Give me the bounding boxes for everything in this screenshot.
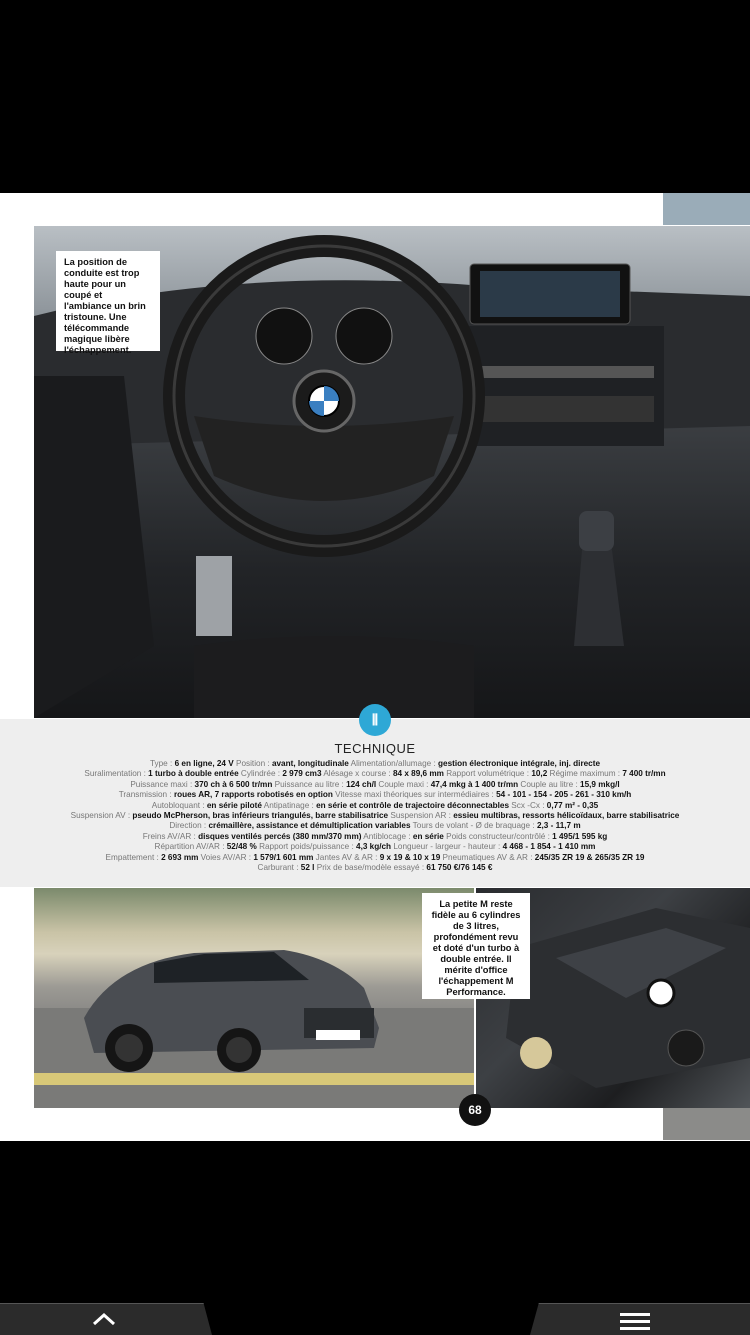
spec-value: crémaillère, assistance et démultiplication variables xyxy=(208,821,411,831)
technique-icon: ⫼ xyxy=(359,704,391,736)
spec-value: en série et contrôle de trajectoire déconnectables xyxy=(316,800,510,810)
spec-label: Vitesse maxi théoriques sur intermédiaires : xyxy=(332,790,497,800)
spec-value: 124 ch/l xyxy=(346,779,377,789)
car-photo xyxy=(34,888,474,1108)
spec-label: Voies AV/AR : xyxy=(198,852,254,862)
spec-value: 4,3 kg/ch xyxy=(356,842,392,852)
spec-line xyxy=(20,759,730,769)
spec-value: 2 979 cm3 xyxy=(282,769,322,779)
technique-title: TECHNIQUE xyxy=(334,741,416,756)
spec-label: Direction : xyxy=(169,821,209,831)
spec-value: 52 l xyxy=(300,863,315,873)
spec-label: Rapport poids/puissance : xyxy=(256,842,357,852)
spec-value: avant, longitudinale xyxy=(271,759,349,768)
spec-value: 52/48 % xyxy=(226,842,257,852)
magazine-page xyxy=(0,193,750,1141)
spec-line xyxy=(20,769,730,779)
spec-value: 47,4 mkg à 1 400 tr/mn xyxy=(430,779,519,789)
spec-value: 10,2 xyxy=(531,769,548,779)
spec-value: 84 x 89,6 mm xyxy=(392,769,444,779)
spec-value: 54 - 101 - 154 - 205 - 261 - 310 km/h xyxy=(496,790,632,800)
spec-label: Puissance maxi : xyxy=(130,779,195,789)
spec-label: Régime maximum : xyxy=(547,769,623,779)
spec-line xyxy=(20,790,730,800)
spec-value: en série piloté xyxy=(206,800,262,810)
car-illustration xyxy=(34,888,474,1108)
spec-label: Rapport volumétrique : xyxy=(443,769,532,779)
spec-value: 1 turbo à double entrée xyxy=(148,769,239,779)
page-number: 68 xyxy=(459,1094,491,1126)
corner-block xyxy=(663,1108,750,1140)
spec-value: 370 ch à 6 500 tr/mn xyxy=(194,779,273,789)
spec-value: pseudo McPherson, bras inférieurs triangulés, barre stabilisatrice xyxy=(132,811,389,821)
spec-line xyxy=(20,842,730,852)
spec-value: 2,3 - 11,7 m xyxy=(536,821,581,831)
spec-value: 2 693 mm xyxy=(161,852,199,862)
spec-label: Suspension AR : xyxy=(388,811,454,821)
spec-label: Suspension AV : xyxy=(70,811,133,821)
engine-caption: La petite M reste fidèle au 6 cylindres de 3 litres, profondément revu et doté d'un turbo à double entrée. Il mérite d'office l'échappement M Performance. xyxy=(422,893,530,999)
spec-label: Position : xyxy=(233,759,272,768)
spec-label: Antiblocage : xyxy=(361,831,413,841)
spec-line xyxy=(20,863,730,873)
hamburger-menu-icon xyxy=(620,1312,650,1330)
spec-value: essieu multibras, ressorts hélicoïdaux, barre stabilisatrice xyxy=(453,811,680,821)
spec-label: Pneumatiques AV & AR : xyxy=(440,852,535,862)
spec-label: Répartition AV/AR : xyxy=(154,842,227,852)
spec-label: Suralimentation : xyxy=(84,769,149,779)
spec-value: 61 750 €/76 145 € xyxy=(426,863,493,873)
spec-value: en série xyxy=(412,831,444,841)
spec-line xyxy=(20,832,730,842)
spec-label: Couple au litre : xyxy=(518,779,581,789)
spec-label: Empattement : xyxy=(105,852,162,862)
spec-label: Carburant : xyxy=(257,863,301,873)
spec-label: Antipatinage : xyxy=(261,800,317,810)
spec-value: 245/35 ZR 19 & 265/35 ZR 19 xyxy=(534,852,645,862)
spec-value: disques ventilés percés (380 mm/370 mm) xyxy=(198,831,362,841)
spec-line xyxy=(20,801,730,811)
spec-label: Alimentation/allumage : xyxy=(348,759,439,768)
interior-caption: La position de conduite est trop haute pour un coupé et l'ambiance un brin tristoune. Une télécommande magique libère l'échappement. xyxy=(56,251,160,351)
spec-value: 15,9 mkg/l xyxy=(580,779,620,789)
spec-label: Poids constructeur/contrôlé : xyxy=(443,831,553,841)
spec-value: 0,77 m² - 0,35 xyxy=(546,800,599,810)
section-tab xyxy=(663,193,750,225)
spec-label: Autobloquant : xyxy=(151,800,207,810)
technique-specs xyxy=(20,759,730,873)
spec-value: gestion électronique intégrale, inj. directe xyxy=(438,759,601,768)
spec-line xyxy=(20,811,730,821)
spec-label: Tours de volant - Ø de braquage : xyxy=(410,821,537,831)
spec-value: roues AR, 7 rapports robotisés en option xyxy=(173,790,333,800)
spec-value: 1 579/1 601 mm xyxy=(253,852,314,862)
spec-line xyxy=(20,853,730,863)
spec-label: Couple maxi : xyxy=(376,779,431,789)
spec-value: 7 400 tr/mn xyxy=(622,769,666,779)
spec-line xyxy=(20,821,730,831)
spec-label: Longueur - largeur - hauteur : xyxy=(391,842,503,852)
spec-label: Freins AV/AR : xyxy=(142,831,199,841)
spec-label: Type : xyxy=(149,759,175,768)
spec-label: Jantes AV & AR : xyxy=(313,852,380,862)
spec-label: Puissance au litre : xyxy=(272,779,347,789)
chevron-up-icon xyxy=(92,1312,116,1326)
spec-label: Cylindrée : xyxy=(238,769,283,779)
spec-label: Prix de base/modèle essayé : xyxy=(314,863,427,873)
spec-value: 4 468 - 1 854 - 1 410 mm xyxy=(502,842,596,852)
spec-line xyxy=(20,780,730,790)
spec-label: Scx -Cx : xyxy=(509,800,547,810)
spec-value: 1 495/1 595 kg xyxy=(552,831,608,841)
menu-button[interactable] xyxy=(530,1303,750,1335)
spec-value: 6 en ligne, 24 V xyxy=(174,759,234,768)
spec-label: Transmission : xyxy=(118,790,174,800)
spec-label: Alésage x course : xyxy=(321,769,393,779)
previous-button[interactable] xyxy=(0,1303,212,1335)
spec-value: 9 x 19 & 10 x 19 xyxy=(379,852,441,862)
